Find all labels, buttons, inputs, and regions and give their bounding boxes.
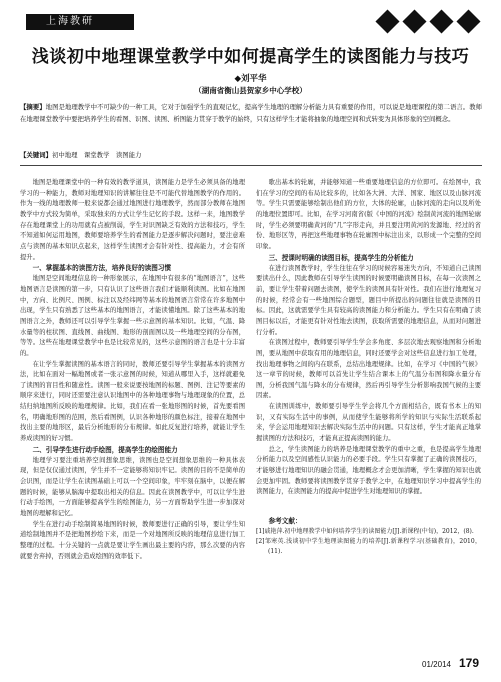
header-band xyxy=(0,0,501,36)
article-title: 浅谈初中地理课堂教学中如何提高学生的读图能力与技巧 xyxy=(31,47,470,67)
references-title: 参考文献： xyxy=(268,517,302,526)
divider xyxy=(20,165,482,166)
reference-item: [2]邹寒英.浅谈初中学生地理读图能力的培养[J].新课程学习(基础教育)，2010，(11). xyxy=(256,537,481,555)
keywords-label: 【关键词】 xyxy=(20,151,52,159)
body-paragraph: 在读图过程中，教师要引导学生学会多角度、多层次地去观察地图和分析地图，要从地图中获取有用的地理信息，同时还要学会对这些信息进行加工处理，找出地理事物之间的内在联系，总结出地理规律。比如，在学习《中国的气候》这一章节的时候，教师可以首先让学生结合课本上的气温分布图和降水量分布图，分析我国气温与降水的分布规律，然后再引导学生分析影响我国气候的主要因素。 xyxy=(256,339,481,400)
keywords xyxy=(20,150,482,161)
section-heading: 二、引导学生进行动手绘图，提高学生的绘图能力 xyxy=(32,445,178,454)
body-column-left xyxy=(20,178,245,643)
body-column-right xyxy=(256,178,481,643)
diamond-ornaments xyxy=(377,10,479,33)
section-tag: 上海教研 xyxy=(26,14,134,30)
body-paragraph: 在进行读图教学时，学生往往在学习的时候容易迷失方向，不知道自己读图要读出什么，因此教师在引导学生读图的时候要明确读图目标，在每一次读图之前，要让学生带着问题去读图，使学生的读图具有针对性。我们在进行地理复习的时候，经常会有一些地图综合题型，题目中所提出的问题往往就是读图的目标。因此，这就需要学生具有较高的读图能力和分析能力。学生只有在明确了读图目标以后，才能更有针对性地去读图，获取所需要的地理信息，从而对问题进行分析。 xyxy=(256,264,481,336)
diamond-icon xyxy=(429,9,453,33)
body-paragraph: 地理学习要注重培养空间想象思维，读图也是空间想象思维的一种具体表现，但是仅仅通过读图，学生并不一定能够将知识牢记。读图的目的不是简单的会识图，而是让学生在读图基础上可以一个空间印象，牢牢刻在脑中，以便在解题的时候，能够从脑海中提取出相关的信息。因此在读图教学中，可以让学生进行动手绘图，一方面能够提高学生的绘图能力，另一方面帮助学生进一步加深对地图的理解和记忆。 xyxy=(20,456,245,518)
body-paragraph: 地图是地理课堂中的一种有效的教学道具，读图能力是学生必须具备的地理学习的一种能力，教师对地理知识的讲解往往是不可能代替地图教学的作用的。作为一线的地理教师一般来说都会通过地图进行地理教学，然而部分教师在地图教学中方式较为简单，采取独来的方式让学生记忆的手段。这样一来，地图教学存在地理课堂上的功用就有点被削弱，学生对识图缺乏有效的方法和技巧，学生不知道如何运用地图，教师要培养学生的看图能力是逐步解决问题时，要注意难点与读图的基本知识点起来，这样学生读图才会有针对性、提高能力，才会有所提升。 xyxy=(20,179,245,261)
abstract-text: 地图是地理教学中不可缺少的一种工具，它对于加强学生的直观记忆，提高学生地理的理解分析能力具有重要的作用，可以说是地理课程的第二语言。教师在地理课堂教学中要把培养学生的看图、识图、读图、析图能力贯穿于教学的始终，只有这样学生才能将抽象的地理空间和式转变为具体形象的空间概念。 xyxy=(20,103,483,123)
body-paragraph: 歌出基本的轮廓，并能够知道一些重要地理信息的方位即可。在绘图中，我们在学习的空间的布局比较多的，比如各大洲、大洋、国家、地区以及山脉河流等。学生只需要能够绘制出他们的方位，大体的轮廓，山脉河流的走向以及所处的地理位置即可。比如，在学习河南省(版《中国的河流》绘制黄河流的地图轮廓时，学生必须要明确黄河的“几”字形走向，并且要注明黄河的发源地、经过的省份、地形区等，再把这些地理事物在轮廓图中标注出来，以形成一个完整的空间印象。 xyxy=(256,179,481,250)
author-affiliation: （湖南省衡山县贺家乡中心学校） xyxy=(194,86,307,95)
section-heading: 一、掌握基本的读图方法，培养良好的读图习惯 xyxy=(32,264,172,273)
diamond-icon xyxy=(375,9,399,33)
abstract-label: 【摘要】 xyxy=(20,103,46,111)
keywords-text: 初中地理 课堂教学 读图能力 xyxy=(51,151,142,159)
body-paragraph: 学生在进行动手绘制简易地图的时候，教师要进行正确的引导，要让学生知道绘制地图并不是把地图抄绘下来，而是一个对地图所反映的地理信息进行加工整理的过程。十分关键的一点就是要让学生画出最主要的内容，那么次要的内容就要舍弃掉，否则就会造成绘图的效率低下。 xyxy=(20,520,245,560)
reference-item: [1]戚艳萍.初中地理教学中如何培养学生的读图能力[J].新课程(中旬)，2012，(8). xyxy=(256,527,474,535)
page-footer xyxy=(422,656,479,670)
body-paragraph: 在让学生掌握读图的基本语言的同时，教师还要引导学生掌握基本的读图方法，比如在面对一幅地图或者一张示意图的时候，知道从哪里入手，这样就避免了读图的盲目性和随意性。读图一般来说要按地图的标题、图例、注记等要素的顺序来进行，同时还需要注意认识地图中的各种地理事物与地理现象的位置，总结归纳地图所反映的地理规律。比如，我们在看一张地形图的时候，首先要看图名，明确地形图的范围，然后看图例，认识各种地形的颜色标注，接着在地图中找出主要的地形区，最后分析地形的分布规律。如此反复进行培养，就能让学生养成读图的好习惯。 xyxy=(20,360,245,443)
body-paragraph: 在读图训练中，教师要引导学生学会将几个方面相结合，既有书本上的知识，又有实际生活中的事例，从而使学生能够将所学的知识与实际生活联系起来，学会运用地理知识去解决实际生活中的问题。只有这样，学生才能真正地掌握读图的方法和技巧，才能真正提高读图的能力。 xyxy=(256,403,481,443)
abstract xyxy=(20,102,482,125)
body-paragraph: 地图是空间地理信息的一种形象展示，在地图中有很多的“地图语言”，这些地图语言是读图的第一步，只有认识了这些语言我们才能顺利读图。比如在地图中，方向、比例尺、图例、标注以及经纬网等基本的地图语言常常在许多地图中出现，学生只有熟悉了这些基本的地图语言，才能读懂地图。除了这些基本的地图语言之外，教师还可以引导学生掌握一些示意图的基本知识。比如，气温、降水量等的柱状图、直线图、曲线图、地形的剖面图以及一些地理空间的分布图，等等。这些在地理课堂教学中也是比较常见的，这些示意图的语言也是十分丰富的。 xyxy=(20,275,245,357)
diamond-icon xyxy=(456,9,480,33)
section-heading: 三、授课时明确的读图目标，提高学生的分析能力 xyxy=(268,253,414,262)
body-paragraph: 总之，学生读图能力的培养是地理课堂教学的重中之重，也是提高学生地理分析能力以及空间感性认识能力的必要手段。学生只有掌握了正确的读图技巧，才能够进行地理知识的融会贯通，地理概念才会更加清晰，学生掌握的知识也就会更加牢固。教师要将读图教学贯穿于教学之中，在地理知识学习中提高学生的读图能力，在读图能力的提高中促进学生对地理知识的掌握。 xyxy=(256,445,481,496)
page-number: 179 xyxy=(458,656,479,670)
author-name: ◆刘平华 xyxy=(234,74,267,84)
diamond-icon xyxy=(402,9,426,33)
issue-number: 01/2014 xyxy=(422,660,451,669)
